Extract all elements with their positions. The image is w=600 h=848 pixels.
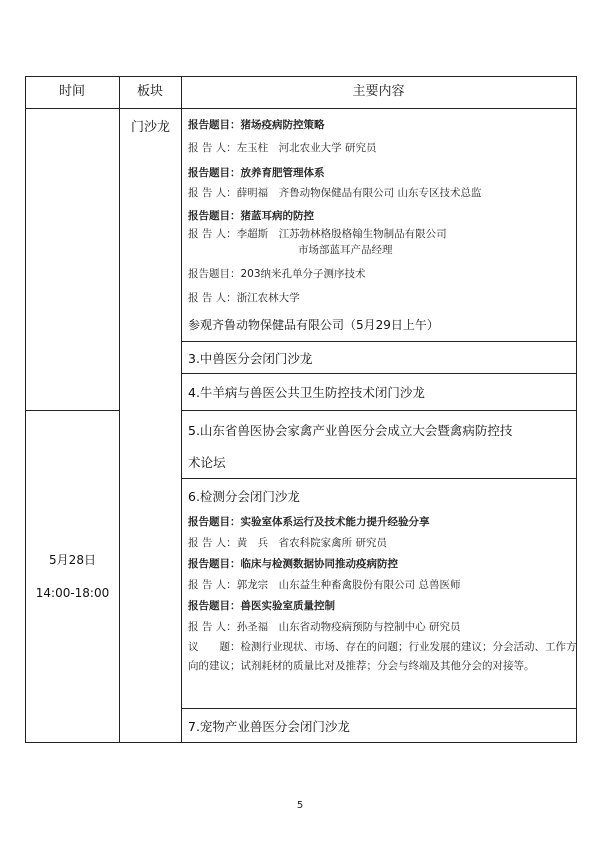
discussion-value: 检测行业现状、市场、存在的问题；行业发展的建议；分会活动、工作方向的建议；试剂耗材的质量比对及推荐；分会与终端及其他分会的对接等。 bbox=[188, 641, 577, 672]
section-4: 4.牛羊病与兽医公共卫生防控技术闭门沙龙 bbox=[188, 385, 425, 400]
section-3: 3.中兽医分会闭门沙龙 bbox=[188, 351, 313, 366]
reporter-1: 报 告 人：左玉柱 河北农业大学 研究员 bbox=[188, 142, 377, 154]
discussion-label: 议 题： bbox=[188, 641, 241, 653]
section-5-line1: 5.山东省兽医协会家禽产业兽医分会成立大会暨禽病防控技 bbox=[188, 423, 513, 438]
time-date: 5月28日 bbox=[49, 553, 96, 567]
row-divider-time bbox=[25, 410, 119, 411]
reporter-3: 报 告 人：李超斯 江苏勃林格殷格翰生物制品有限公司 bbox=[188, 228, 447, 240]
row-divider-s7 bbox=[181, 708, 577, 709]
report-title-4: 报告题目：203纳米孔单分子测序技术 bbox=[188, 268, 366, 280]
section-6: 6.检测分会闭门沙龙 bbox=[188, 489, 300, 504]
table-bottom-border bbox=[25, 742, 577, 743]
row-divider-s3 bbox=[181, 341, 577, 342]
s6-reporter-2: 报 告 人：郭龙宗 山东益生种畜禽股份有限公司 总兽医师 bbox=[188, 579, 461, 591]
s6-discussion bbox=[188, 638, 578, 676]
row-divider-s6 bbox=[181, 478, 577, 479]
visit-note: 参观齐鲁动物保健品有限公司（5月29日上午） bbox=[188, 318, 439, 332]
section-7: 7.宠物产业兽医分会闭门沙龙 bbox=[188, 719, 350, 734]
header-time: 时间 bbox=[58, 84, 85, 99]
report-title-3: 报告题目：猪蓝耳病的防控 bbox=[188, 210, 314, 222]
reporter-2: 报 告 人：薛明福 齐鲁动物保健品有限公司 山东专区技术总监 bbox=[188, 187, 482, 199]
header-bottom-border bbox=[25, 108, 577, 109]
row-divider-s5 bbox=[181, 410, 577, 411]
s6-reporter-3: 报 告 人：孙圣福 山东省动物疫病预防与控制中心 研究员 bbox=[188, 621, 461, 633]
table-left-border bbox=[25, 76, 26, 743]
reporter-4: 报 告 人：浙江农林大学 bbox=[188, 292, 300, 304]
block-column-border bbox=[181, 76, 182, 743]
section-5-line2: 术论坛 bbox=[188, 455, 226, 470]
header-content: 主要内容 bbox=[352, 84, 405, 99]
s6-reporter-1: 报 告 人：黄 兵 省农科院家禽所 研究员 bbox=[188, 537, 388, 549]
page-number: 5 bbox=[296, 800, 304, 811]
report-title-1: 报告题目：猪场疫病防控策略 bbox=[188, 119, 325, 131]
reporter-3-continued: 市场部蓝耳产品经理 bbox=[298, 244, 393, 256]
time-column-border bbox=[119, 76, 120, 743]
header-block: 板块 bbox=[136, 84, 163, 99]
block-name: 门沙龙 bbox=[131, 120, 171, 135]
s6-report-title-3: 报告题目：兽医实验室质量控制 bbox=[188, 600, 335, 612]
time-range: 14:00-18:00 bbox=[35, 586, 110, 600]
s6-report-title-1: 报告题目：实验室体系运行及技术能力提升经验分享 bbox=[188, 516, 430, 528]
report-title-2: 报告题目：放养育肥管理体系 bbox=[188, 167, 325, 179]
row-divider-s4 bbox=[181, 373, 577, 374]
s6-report-title-2: 报告题目：临床与检测数据协同推动疫病防控 bbox=[188, 558, 398, 570]
